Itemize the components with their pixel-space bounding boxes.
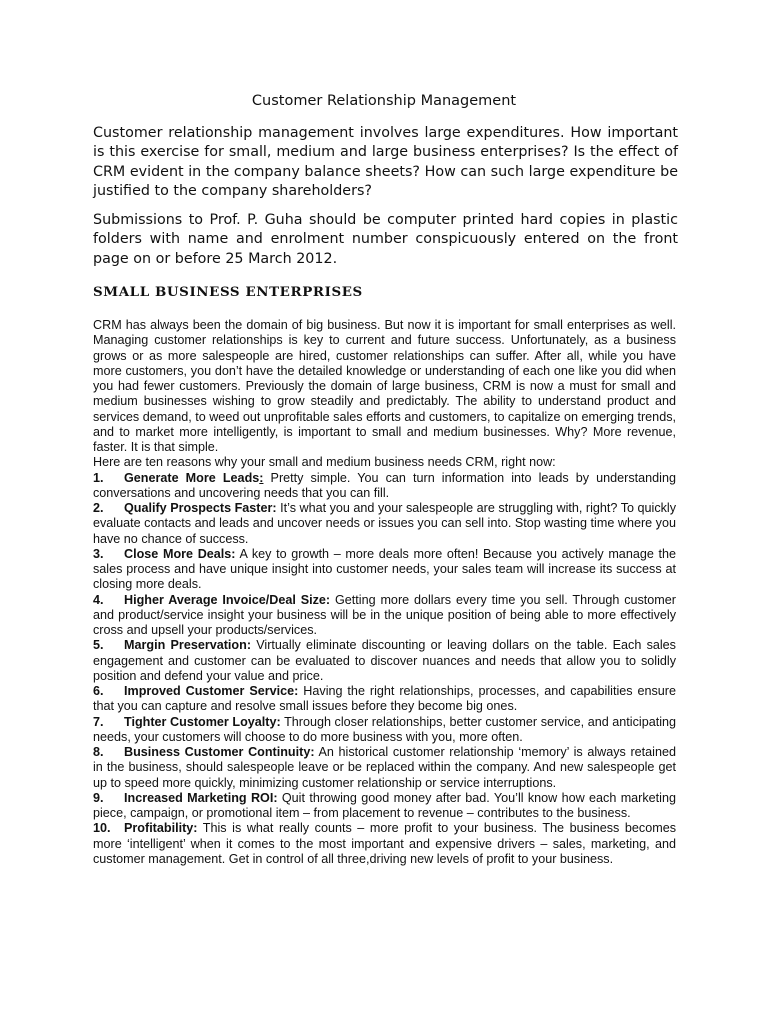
- reason-number: 10.: [93, 821, 111, 836]
- section-paragraph: CRM has always been the domain of big business. But now it is important for small enterprises as well. Managing customer relationships is key to current and future success. Unfortunately, as a business grows or as more salespeople are hired, customer relationships can suffer. After all, while you have more customers, you don’t have the detailed knowledge or understanding of each one like you did when you had fewer customers. Previously the domain of large business, CRM is now a must for small and medium businesses wishing to grow steadily and predictably. The ability to understand product and services demand, to weed out unprofitable sales efforts and customers, to capitalize on emerging trends, and to market more intelligently, is important to small and medium businesses. Why? More revenue, faster. It is that simple.: [93, 318, 676, 454]
- section-body: [93, 318, 676, 867]
- reason-text: Quit throwing good money after bad. You’ll know how each marketing piece, campaign, or promotional item – from placement to revenue – contributes to the business.: [93, 790, 676, 820]
- reason-number: 7.: [93, 714, 104, 729]
- reason-number: 3.: [93, 546, 104, 561]
- section-heading: SMALL BUSINESS ENTERPRISES: [93, 284, 363, 300]
- reason-number: 5.: [93, 638, 104, 653]
- reason-text: Through closer relationships, better customer service, and anticipating needs, your customers will choose to do more business with you, more often.: [93, 714, 677, 744]
- reason-number: 8.: [93, 745, 104, 759]
- reason-text: This is what really counts – more profit to your business. The business becomes more ‘intelligent’ when it comes to the most important and expensive drivers – sales, marketing, and customer management. Get in control of all three,driving new levels of profit to your business.: [93, 821, 676, 866]
- reason-item: [93, 791, 676, 822]
- reason-number: 4.: [93, 592, 104, 607]
- reason-text: It’s what you and your salespeople are struggling with, right? To quickly evaluate contacts and leads and uncover needs or issues you can sell into. Stop wasting time where you have no chance of success.: [93, 501, 677, 546]
- reason-text: Having the right relationships, processes, and capabilities ensure that you can capture and resolve small issues before they become big ones.: [93, 684, 676, 714]
- reason-text: A key to growth – more deals more often! Because you actively manage the sales process and have unique insight into customer needs, your sales team will increase its success at closing more deals.: [93, 546, 676, 592]
- reason-item: [93, 638, 676, 684]
- reason-number: 1.: [93, 470, 104, 485]
- reason-heading: Profitability:: [124, 821, 198, 836]
- reason-item: [93, 745, 676, 791]
- reason-heading: Qualify Prospects Faster:: [124, 501, 277, 515]
- reason-item: [93, 501, 676, 547]
- reason-item: [93, 547, 676, 593]
- reason-text: Getting more dollars every time you sell. Through customer and product/service insight your business will be in the unique position of being able to more effectively cross and upsell your products/services.: [93, 592, 676, 637]
- reason-text: An historical customer relationship ‘memory’ is always retained in the business, should salespeople leave or be replaced within the company. And new salespeople get up to speed more quickly, minimizing customer relationship or service interruptions.: [93, 745, 676, 790]
- reason-item: [93, 715, 676, 746]
- reason-item: [93, 684, 676, 715]
- reason-item: [93, 821, 676, 867]
- reason-number: 6.: [93, 684, 104, 698]
- reason-heading: Increased Marketing ROI:: [124, 790, 278, 805]
- reason-number: 9.: [93, 790, 104, 805]
- reason-heading: Higher Average Invoice/Deal Size:: [124, 592, 331, 607]
- reason-heading: Business Customer Continuity:: [124, 745, 315, 759]
- reason-heading: Generate More Leads: [124, 470, 260, 485]
- reason-number: 2.: [93, 501, 104, 515]
- reason-item: [93, 593, 676, 639]
- reason-heading-punct: :: [259, 470, 264, 485]
- document-title: Customer Relationship Management: [251, 93, 517, 109]
- reason-text: Pretty simple. You can turn information into leads by understanding conversations and uncovering needs that you can fill.: [93, 470, 676, 500]
- list-intro: Here are ten reasons why your small and medium business needs CRM, right now:: [93, 455, 556, 470]
- reason-heading: Improved Customer Service:: [124, 684, 299, 698]
- intro-paragraph-submission: Submissions to Prof. P. Guha should be computer printed hard copies in plastic folders with name and enrolment number conspicuously entered on the front page on or before 25 March 2012.: [93, 212, 678, 267]
- reason-text: Virtually eliminate discounting or leaving dollars on the table. Each sales engagement and customer can be evaluated to discover nuances and needs that allow you to solidly position and defend your value and price.: [93, 638, 676, 683]
- reason-heading: Margin Preservation:: [124, 638, 252, 653]
- reason-heading: Tighter Customer Loyalty:: [124, 714, 281, 729]
- reason-item: [93, 471, 676, 502]
- reason-heading: Close More Deals:: [124, 546, 236, 561]
- intro-paragraph-question: Customer relationship management involves large expenditures. How important is this exercise for small, medium and large business enterprises? Is the effect of CRM evident in the company balance sheets? How can such large expenditure be justified to the company shareholders?: [93, 125, 678, 199]
